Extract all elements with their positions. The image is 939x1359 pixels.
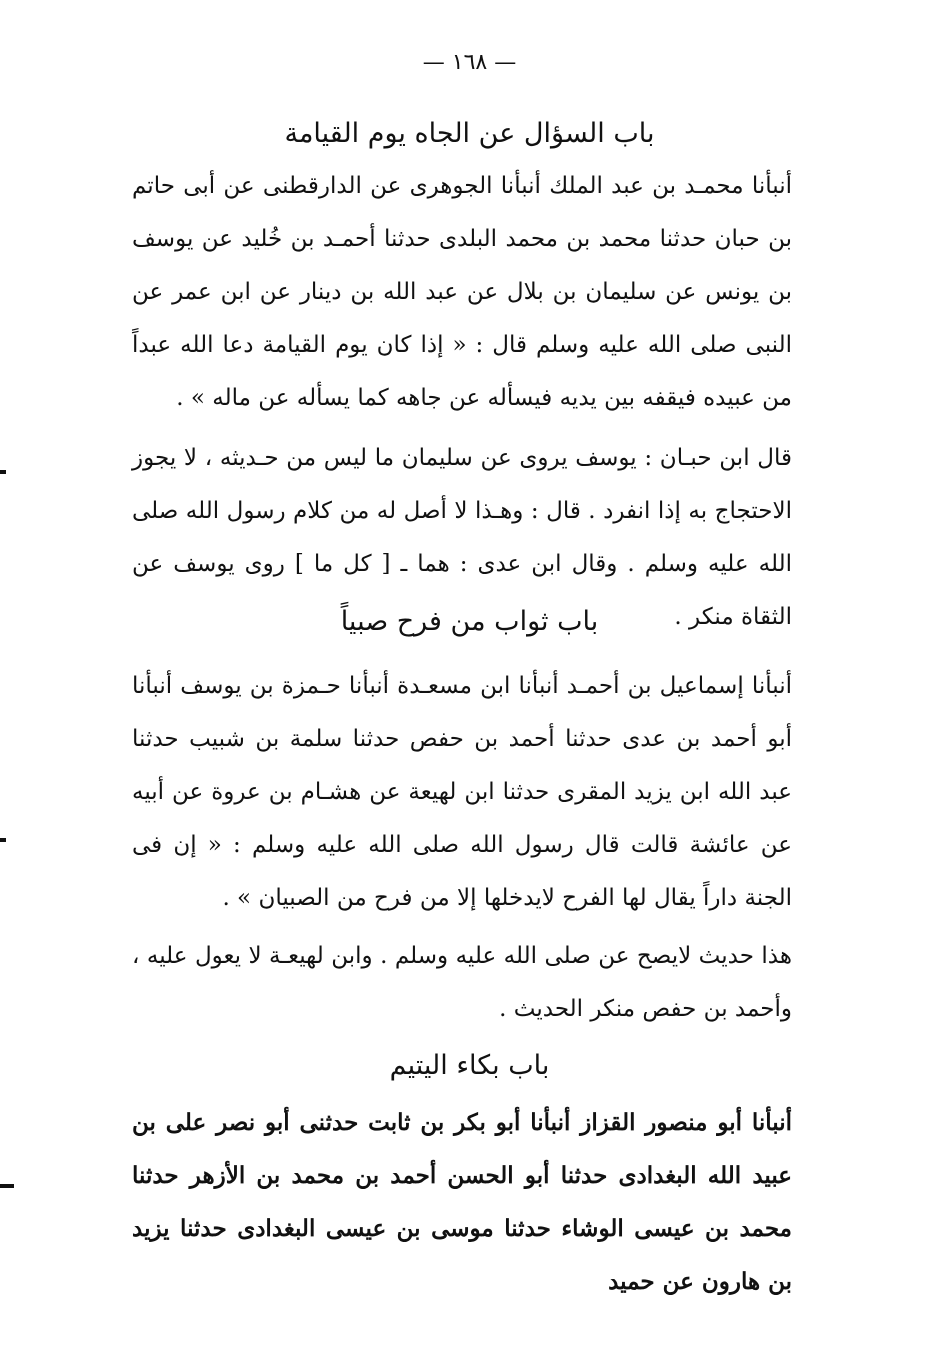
page-number: — ١٦٨ — — [422, 50, 517, 75]
paragraph-jah-commentary: قال ابن حبـان : يوسف يروى عن سليمان ما ليس من حـديثه ، لا يجوز الاحتجاج به إذا انفرد . قال : وهـذا لا أصل له من كلام رسول الله صلى الله عليه وسلم . وقال ابن عدى : هما ـ [ كل ما ] روى يوسف عن الثقاة منكر . — [132, 445, 792, 630]
section-heading-jah: باب السؤال عن الجاه يوم القيامة — [284, 118, 655, 149]
paragraph-jah-hadith: أنبأنا محمـد بن عبد الملك أنبأنا الجوهرى عن الدارقطنى عن أبى حاتم بن حبان حدثنا محمد بن محمد البلدى حدثنا أحمـد بن خُليد عن يوسف بن يونس عن سليمان بن بلال عن عبد الله بن دينار عن ابن عمر عن النبى صلى الله عليه وسلم قال : « إذا كان يوم القيامة دعا الله عبداً من عبيده فيقفه بين يديه فيسأله عن جاهه كما يسأله عن ماله » . — [132, 173, 792, 411]
paragraph-farah-commentary: هذا حديث لايصح عن صلى الله عليه وسلم . وابن لهيعـة لا يعول عليه ، وأحمد بن حفص منكر الحديث . — [132, 943, 792, 1022]
margin-mark — [0, 470, 6, 474]
margin-mark — [0, 1184, 14, 1188]
section-heading-yatim: باب بكاء اليتيم — [389, 1050, 550, 1081]
section-heading-farah: باب ثواب من فرح صبياً — [340, 606, 599, 637]
margin-mark — [0, 838, 6, 842]
paragraph-farah-hadith: أنبأنا إسماعيل بن أحمـد أنبأنا ابن مسعـدة أنبأنا حـمزة بن يوسف أنبأنا أبو أحمد بن عدى حدثنا أحمد بن حفص حدثنا سلمة بن شبيب حدثنا عبد الله ابن يزيد المقرى حدثنا ابن لهيعة عن هشـام بن عروة عن أبيه عن عائشة قالت قال رسول الله صلى الله عليه وسلم : « إن فى الجنة داراً يقال لها الفرح لايدخلها إلا من فرح من الصبيان » . — [132, 673, 792, 911]
paragraph-yatim-hadith: أنبأنا أبو منصور القزاز أنبأنا أبو بكر بن ثابت حدثنى أبو نصر على بن عبيد الله البغدادى حدثنا أبو الحسن أحمد بن محمد بن الأزهر حدثنا محمد بن عيسى الوشاء حدثنا موسى بن عيسى البغدادى حدثنا يزيد بن هارون عن حميد — [132, 1109, 792, 1295]
